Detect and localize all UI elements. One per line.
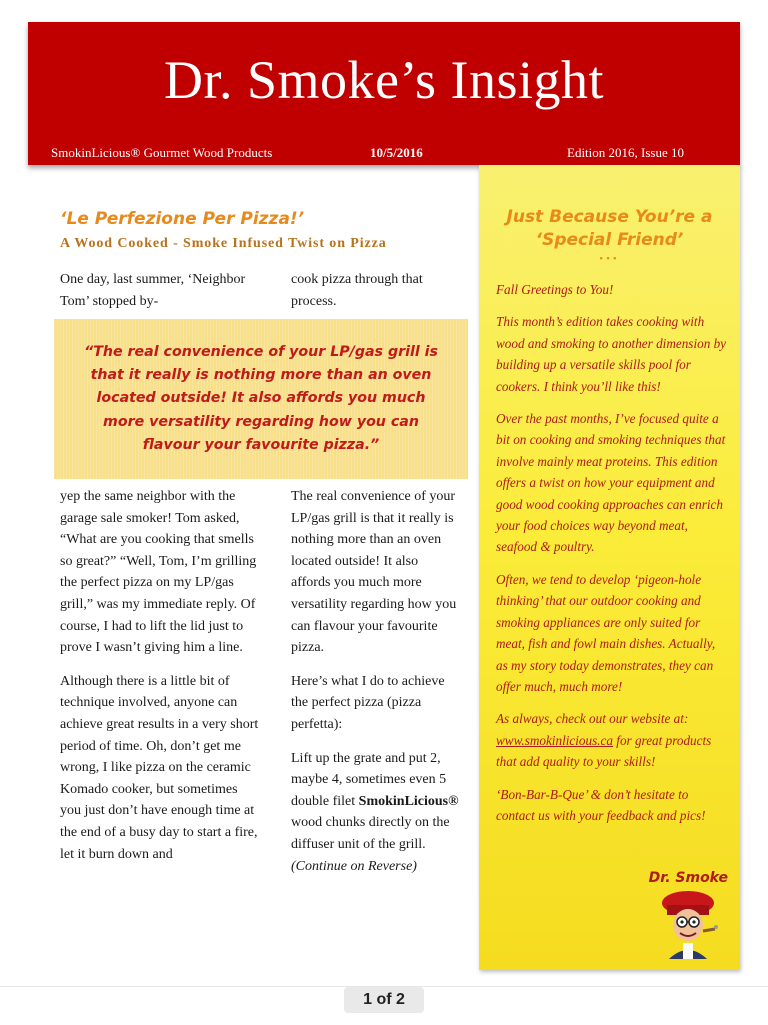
sidebar-greeting: Fall Greetings to You!: [496, 282, 614, 297]
issue-date: 10/5/2016: [370, 145, 423, 160]
dr-smoke-avatar: [655, 889, 721, 963]
sidebar-paragraph: [496, 708, 728, 772]
col2-paragraph: [291, 748, 461, 878]
article-subtitle: A Wood Cooked - Smoke Infused Twist on Pizza: [60, 236, 387, 251]
col2-intro-text: cook pizza through that process.: [291, 272, 423, 309]
sidebar-body: [496, 279, 728, 837]
sidebar-paragraph: Over the past months, I’ve focused quite a bit on cooking and smoking techniques that involve mainly meat proteins. This edition offers a twist on how your equipment and good wood cooking approaches can enrich your food choices way beyond meat, seafood & poultry.: [496, 411, 726, 555]
sidebar-text: As always, check out our website at:: [496, 711, 689, 727]
website-link[interactable]: www.smokinlicious.ca: [496, 732, 613, 748]
edition-label: Edition 2016, Issue 10: [567, 145, 684, 160]
pull-quote-box: [54, 319, 468, 479]
article-title: ‘Le Perfezione Per Pizza!’: [60, 209, 305, 229]
article-col1-intro: [60, 269, 250, 324]
col2-text: wood chunks directly on the diffuser unit of the grill.: [291, 815, 450, 852]
newsletter-title: Dr. Smoke’s Insight: [163, 50, 605, 110]
sidebar-heading-line: Just Because You’re a: [506, 207, 713, 227]
sidebar-text: for great products that add quality to your skills!: [496, 732, 712, 770]
article-col1: [60, 486, 260, 877]
header-info-bar: [28, 143, 740, 163]
sidebar-heading: [479, 206, 740, 252]
article-col2-intro: [291, 269, 461, 324]
sidebar-paragraph: This month’s edition takes cooking with wood and smoking to another dimension by building up a versatile skills pool for cookers. I think you’ll like this!: [496, 314, 727, 394]
col2-text: Lift up the grate and put 2, maybe 4, sometimes even 5 double filet: [291, 750, 447, 809]
sidebar-heading-line: ‘Special Friend’: [535, 230, 684, 250]
dots-divider: •••: [599, 253, 620, 265]
newsletter-header: [28, 22, 740, 165]
company-name: SmokinLicious® Gourmet Wood Products: [51, 145, 273, 160]
col1-paragraph: yep the same neighbor with the garage sale smoker! Tom asked, “What are you cooking that smells so great?” “Well, Tom, I’m grilling the perfect pizza on my LP/gas grill,” was my immediate reply. Of course, I had to lift the lid just to prove I wasn’t giving him a line.: [60, 489, 257, 656]
page-indicator: 1 of 2: [344, 987, 424, 1013]
sidebar-paragraph: Often, we tend to develop ‘pigeon-hole thinking’ that our outdoor cooking and smoking appliances are only suited for meat, fish and fowl main dishes. Actually, as my story today demonstrates, they can offer much, much more!: [496, 571, 716, 694]
pull-quote-text: “The real convenience of your LP/gas grill is that it really is nothing more than an oven located outside! It also affords you much more versatility regarding how you can flavour your favourite pizza.”: [84, 344, 438, 453]
continue-note: (Continue on Reverse): [291, 858, 417, 874]
special-friend-sidebar: [479, 165, 740, 970]
col1-paragraph: Although there is a little bit of technique involved, anyone can achieve great results in a very short period of time. Oh, don’t get me wrong, I like pizza on the ceramic Komado cooker, but sometimes you just don’t have enough time at the end of a busy day to start a fire, let it burn down and: [60, 673, 259, 862]
brand-name: SmokinLicious®: [358, 793, 459, 809]
col2-paragraph: Here’s what I do to achieve the perfect pizza (pizza perfetta):: [291, 673, 445, 732]
col1-intro-text: One day, last summer, ‘Neighbor Tom’ stopped by-: [60, 272, 246, 309]
signature: Dr. Smoke: [648, 870, 728, 886]
col2-paragraph: The real convenience of your LP/gas grill is that it really is nothing more than an oven located outside! It also affords you much more versatility regarding how you can flavour your favourite pizza.: [291, 489, 457, 656]
page-bar: [0, 986, 768, 1025]
article-col2: [291, 486, 461, 889]
sidebar-paragraph: ‘Bon-Bar-B-Que’ & don’t hesitate to contact us with your feedback and pics!: [496, 786, 706, 823]
